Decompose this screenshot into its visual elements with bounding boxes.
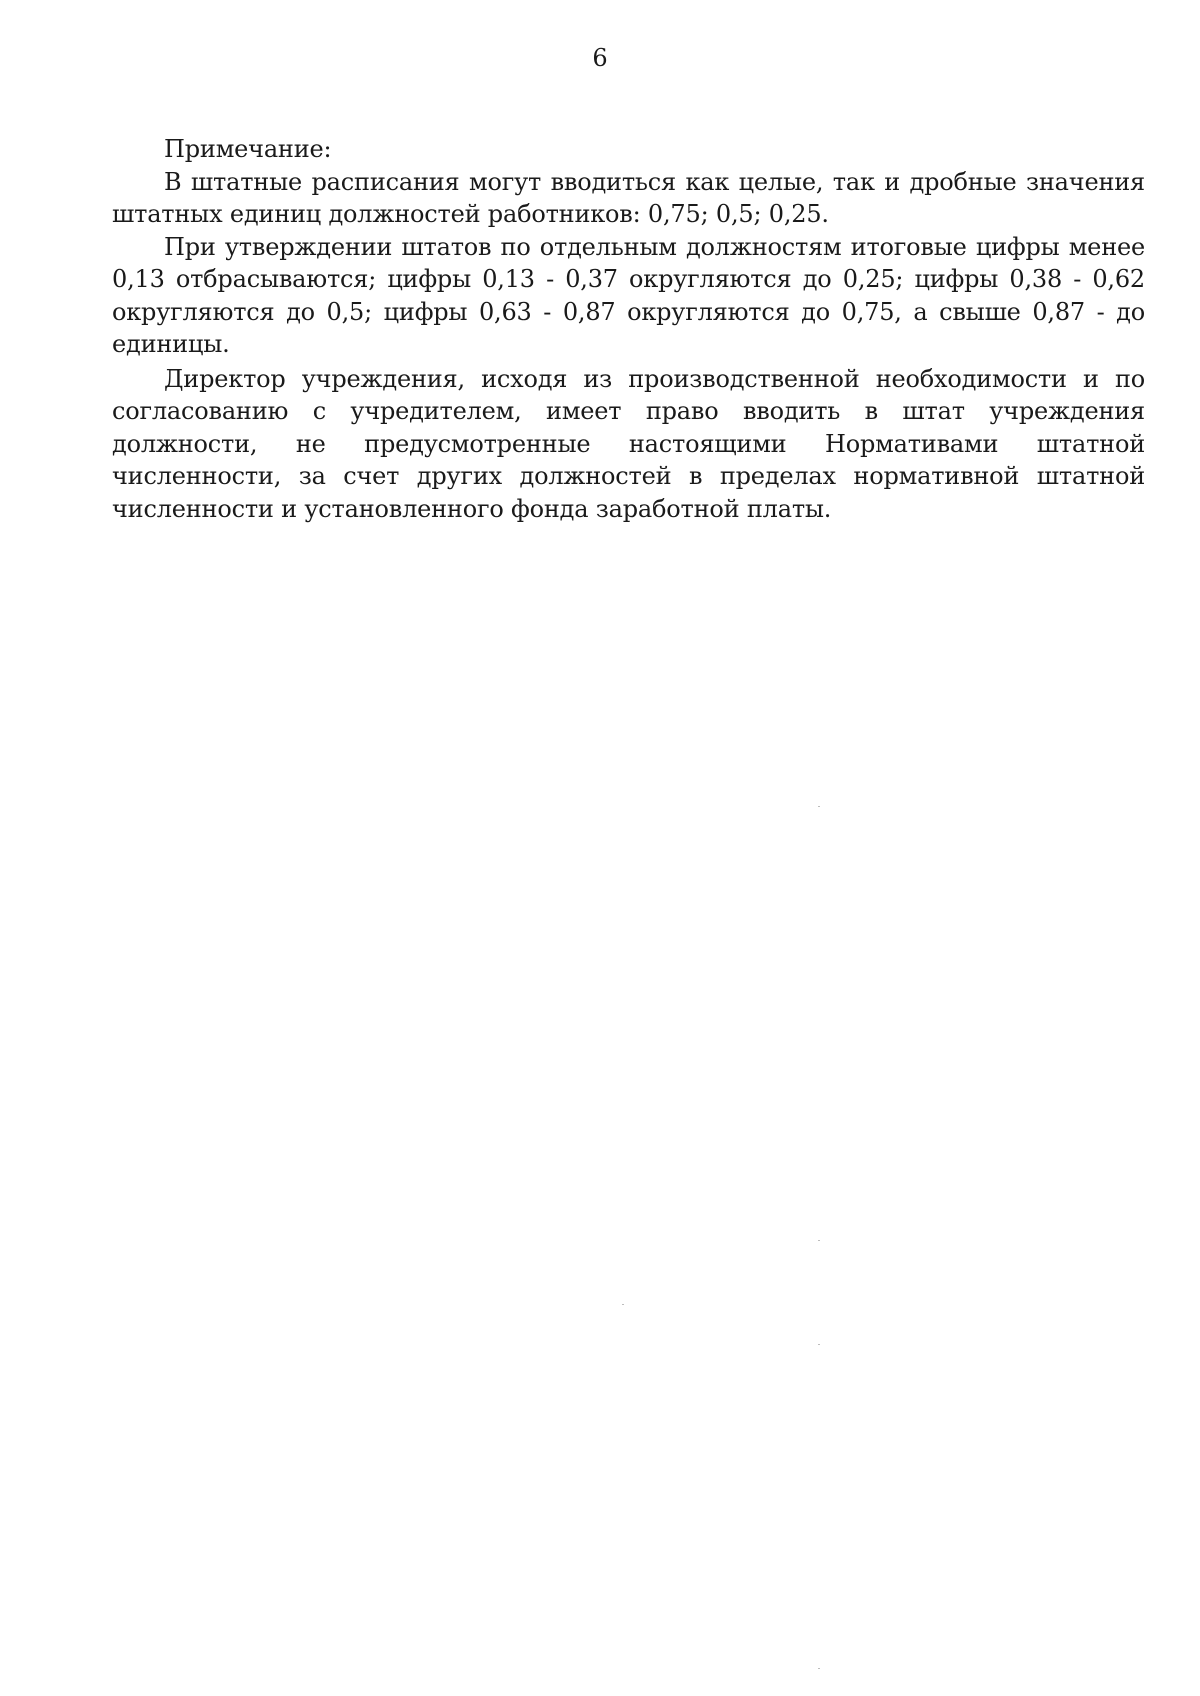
note-section: [112, 133, 1145, 525]
scan-speck: [818, 806, 820, 807]
note-paragraph-rounding-rules: При утверждении штатов по отдельным должностям итоговые цифры менее 0,13 отбрасываются; цифры 0,13 - 0,37 округляются до 0,25; цифры 0,38 - 0,62 округляются до 0,5; цифры 0,63 - 0,87 округляются до 0,75, а свыше 0,87 - до единицы.: [112, 232, 1145, 358]
note-label: Примечание:: [164, 135, 332, 163]
scan-speck: [818, 1344, 820, 1345]
scan-speck: [622, 1304, 624, 1305]
page-number: 6: [592, 44, 608, 72]
note-paragraph-director-rights: Директор учреждения, исходя из производственной необходимости и по согласованию с учредителем, имеет право вводить в штат учреждения должности, не предусмотренные настоящими Нормативами штатной численности, за счет других должностей в пределах нормативной штатной численности и установленного фонда заработной платы.: [112, 364, 1145, 523]
scan-speck: [818, 1668, 820, 1669]
scan-speck: [818, 1240, 820, 1241]
note-paragraph-fractional-units: В штатные расписания могут вводиться как целые, так и дробные значения штатных единиц должностей работников: 0,75; 0,5; 0,25.: [112, 167, 1145, 228]
